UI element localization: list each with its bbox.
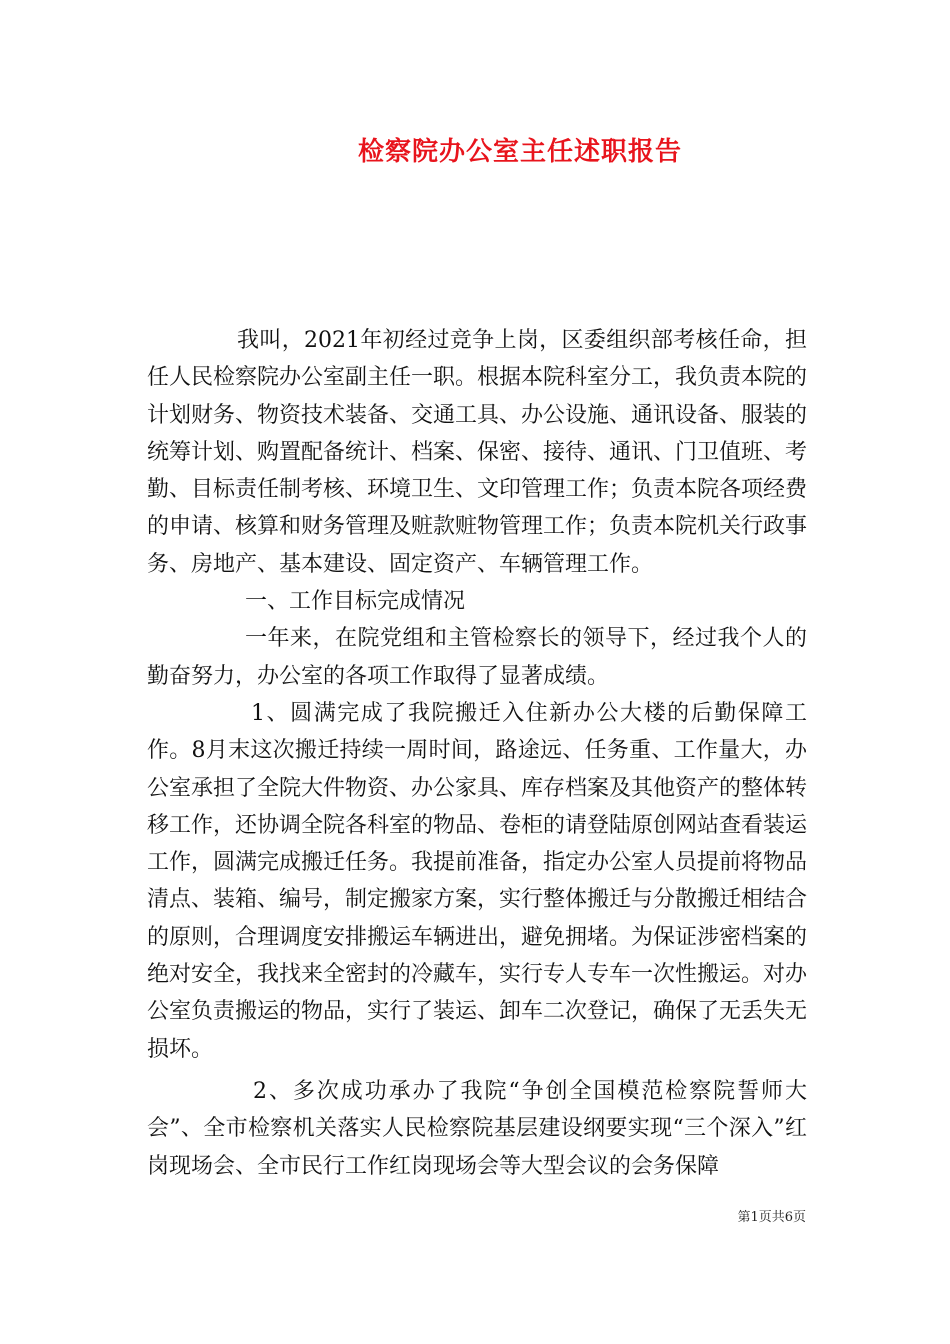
document-title: 检察院办公室主任述职报告 — [357, 137, 682, 167]
page-number: 第1页共6页 — [737, 1210, 806, 1225]
document-body — [147, 322, 807, 1185]
paragraph-intro: 我叫，2021年初经过竞争上岗，区委组织部考核任命，担任人民检察院办公室副主任一职。根据本院科室分工，我负责本院的计划财务、物资技术装备、交通工具、办公设施、通讯设备、服装的统筹计划、购置配备统计、档案、保密、接待、通讯、门卫值班、考勤、目标责任制考核、环境卫生、文印管理工作；负责本院各项经费的申请、核算和财务管理及赃款赃物管理工作；负责本院机关行政事务、房地产、基本建设、固定资产、车辆管理工作。 — [147, 328, 808, 577]
paragraph-item-2: 2、多次成功承办了我院“争创全国模范检察院誓师大会”、全市检察机关落实人民检察院基层建设纲要实现“三个深入”红岗现场会、全市民行工作红岗现场会等大型会议的会务保障 — [147, 1078, 807, 1179]
section-heading: 一、工作目标完成情况 — [245, 589, 466, 615]
paragraph-item-1: 1、圆满完成了我院搬迁入住新办公大楼的后勤保障工作。8月末这次搬迁持续一周时间，路途远、任务重、工作量大，办公室承担了全院大件物资、办公家具、库存档案及其他资产的整体转移工作，还协调全院各科室的物品、卷柜的请登陆原创网站查看装运工作，圆满完成搬迁任务。我提前准备，指定办公室人员提前将物品清点、装箱、编号，制定搬家方案，实行整体搬迁与分散搬迁相结合的原则，合理调度安排搬运车辆进出，避免拥堵。为保证涉密档案的绝对安全，我找来全密封的冷藏车，实行专人专车一次性搬运。对办公室负责搬运的物品，实行了装运、卸车二次登记，确保了无丢失无损坏。 — [147, 700, 808, 1062]
paragraph-summary: 一年来，在院党组和主管检察长的领导下，经过我个人的勤奋努力，办公室的各项工作取得了显著成绩。 — [147, 626, 807, 689]
